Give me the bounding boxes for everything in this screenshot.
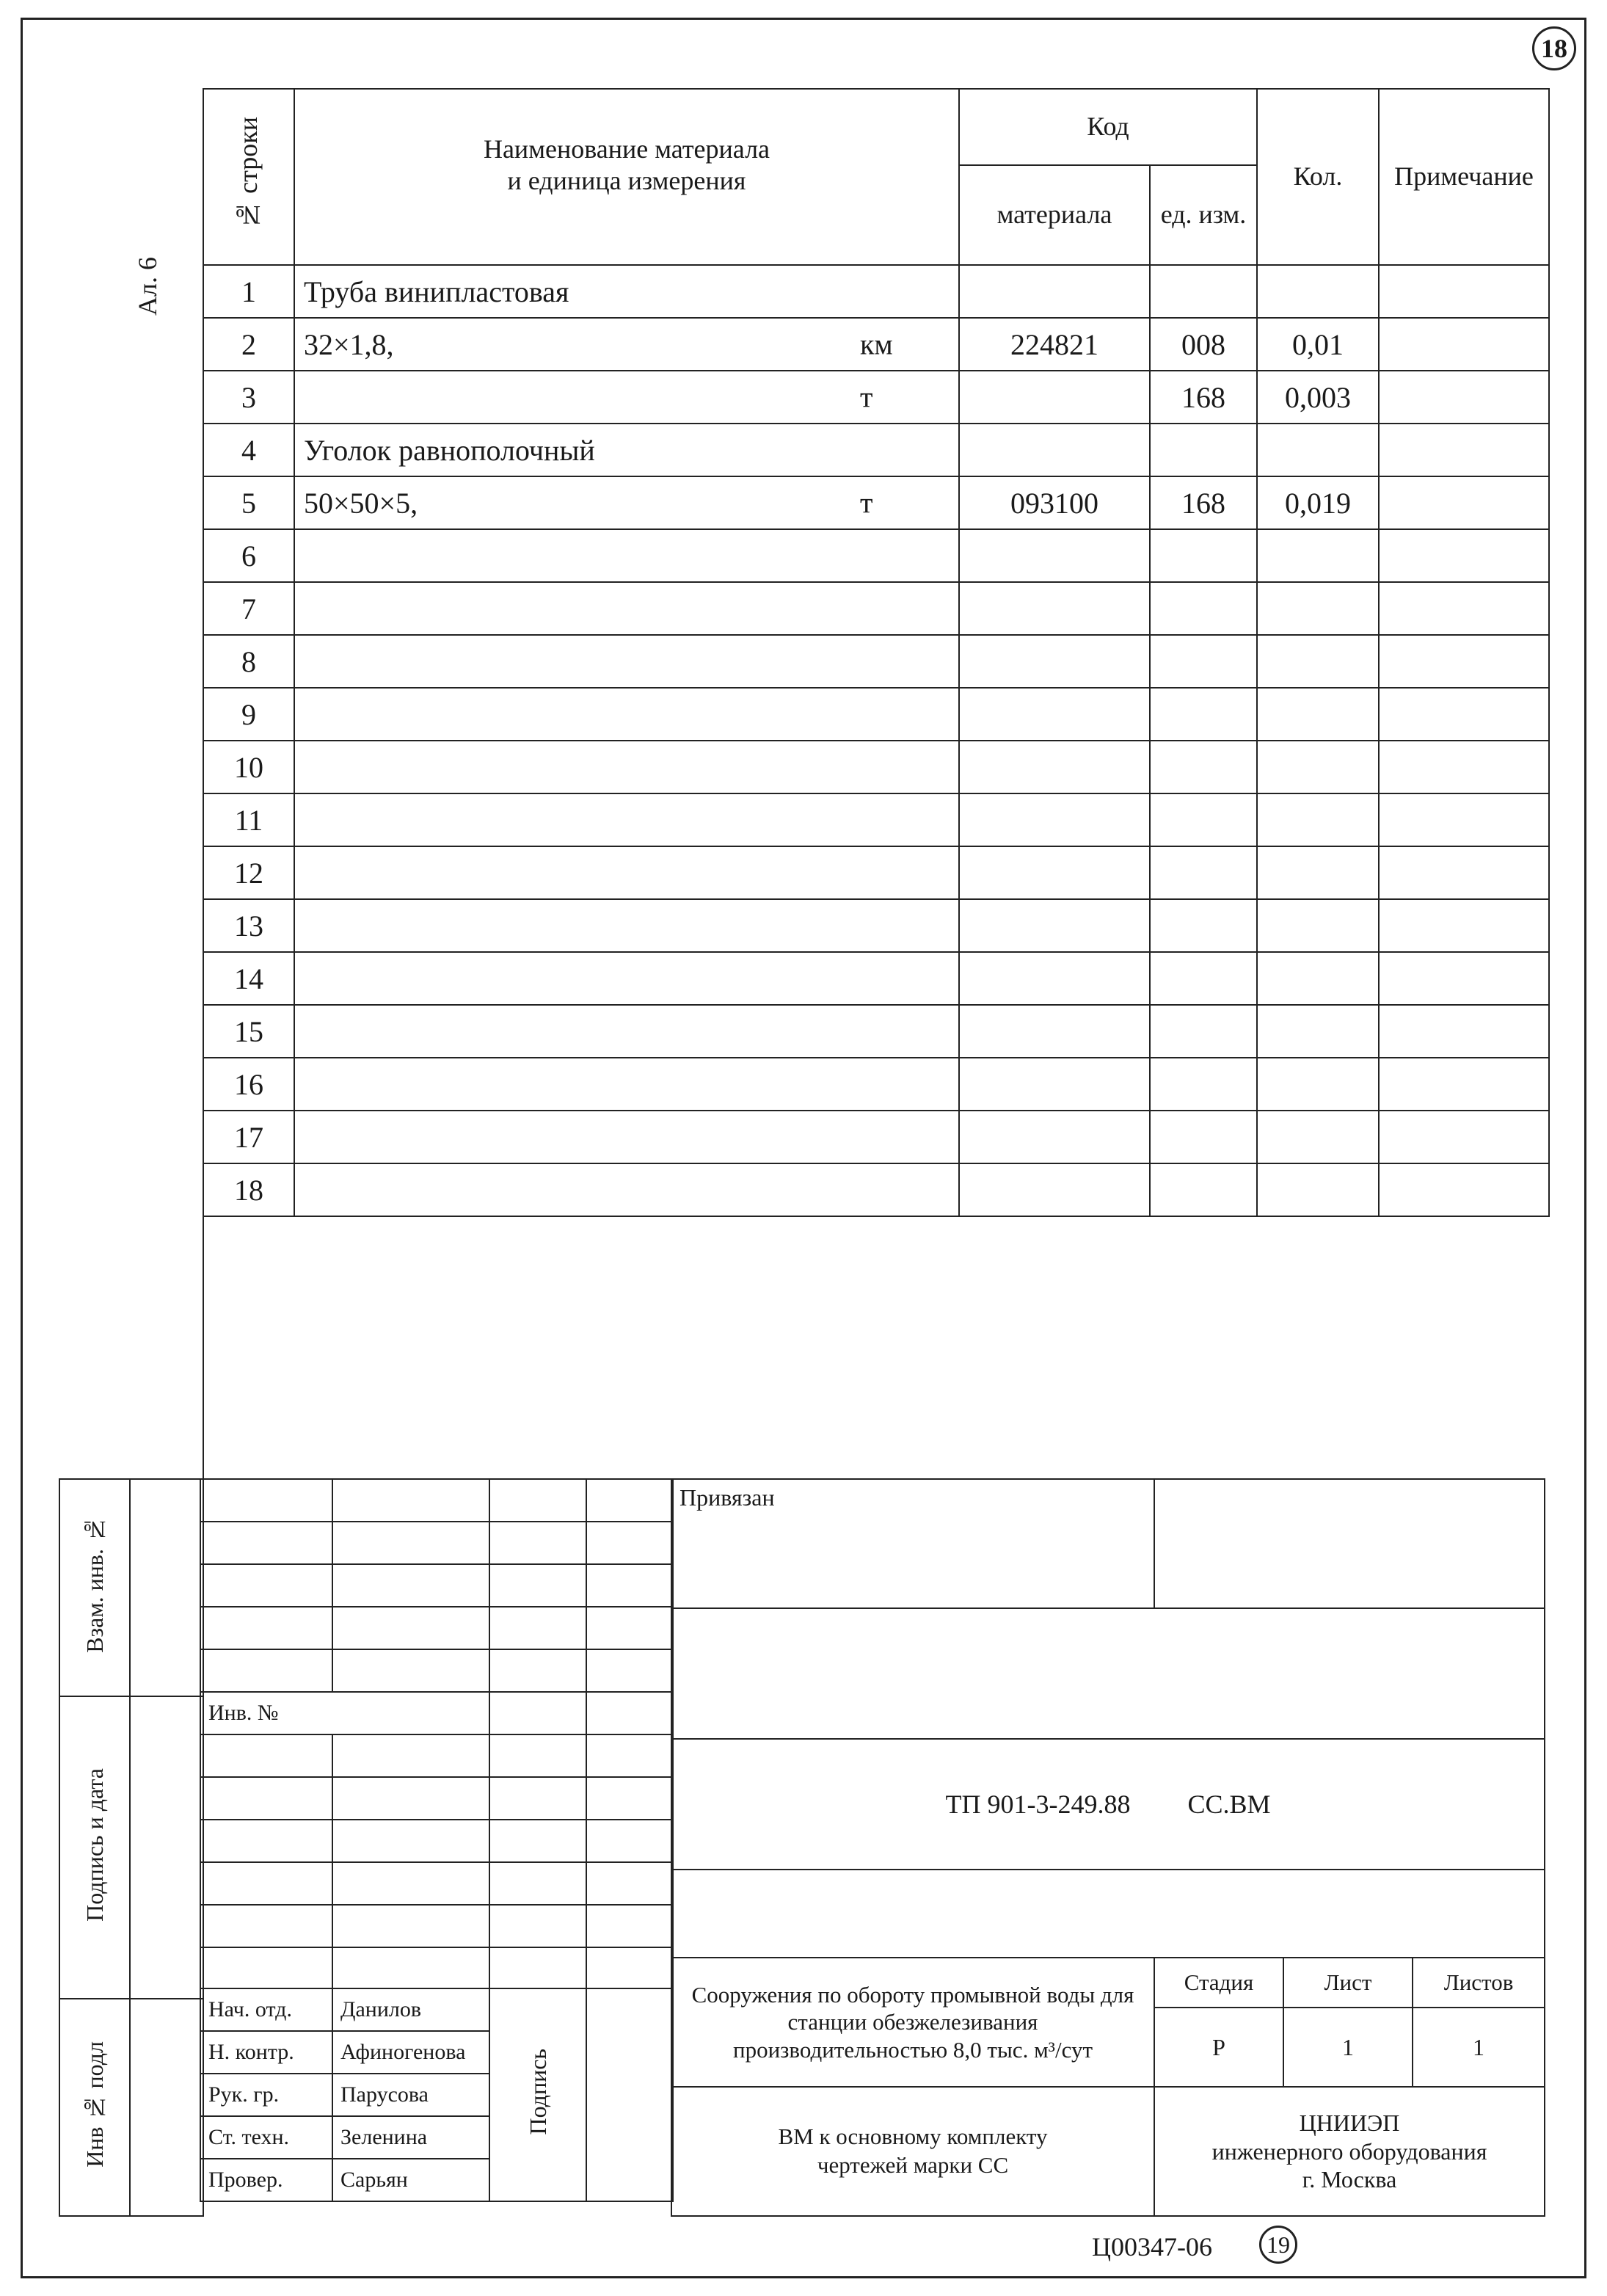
spec-table <box>203 88 1550 1491</box>
side-label: Ал. 6 <box>133 257 162 316</box>
sheets-label: Листов <box>1413 1958 1545 2008</box>
row-material-code <box>959 1111 1150 1163</box>
row-note <box>1379 952 1549 1005</box>
row-name <box>294 952 959 1005</box>
row-note <box>1379 899 1549 952</box>
row-number: 10 <box>203 741 294 793</box>
row-material-code: 224821 <box>959 318 1150 371</box>
row-unit-code <box>1150 265 1257 318</box>
row-name <box>294 1058 959 1111</box>
table-row <box>203 1058 1549 1111</box>
table-row <box>203 635 1549 688</box>
header-qty: Кол. <box>1257 89 1379 265</box>
table-row <box>203 476 1549 529</box>
sheet-label: Лист <box>1283 1958 1413 2008</box>
table-row <box>203 846 1549 899</box>
table-row <box>203 741 1549 793</box>
row-material-code <box>959 952 1150 1005</box>
footer-code: Ц00347-06 <box>1092 2232 1212 2262</box>
header-code: Код <box>959 89 1257 165</box>
table-row <box>203 952 1549 1005</box>
row-unit: км <box>860 327 893 361</box>
row-unit-code <box>1150 1058 1257 1111</box>
table-row <box>203 265 1549 318</box>
row-material-code <box>959 741 1150 793</box>
row-number: 13 <box>203 899 294 952</box>
signer-name: Сарьян <box>332 2159 489 2201</box>
row-name <box>294 1163 959 1216</box>
row-material-code <box>959 1058 1150 1111</box>
row-note <box>1379 529 1549 582</box>
revisions-grid <box>200 1478 674 2202</box>
row-material-code <box>959 582 1150 635</box>
sheet-value: 1 <box>1283 2008 1413 2087</box>
row-material-code <box>959 1163 1150 1216</box>
row-unit-code <box>1150 688 1257 741</box>
table-row <box>203 424 1549 476</box>
row-material-code <box>959 265 1150 318</box>
row-note <box>1379 424 1549 476</box>
sheet-title: ВМ к основному комплекту чертежей марки СС <box>671 2087 1154 2216</box>
row-quantity: 0,019 <box>1257 476 1379 529</box>
organization: ЦНИИЭП инженерного оборудования г. Москва <box>1154 2087 1545 2216</box>
signer-role: Нач. отд. <box>200 1988 332 2031</box>
row-number: 4 <box>203 424 294 476</box>
row-number: 9 <box>203 688 294 741</box>
row-material-code <box>959 688 1150 741</box>
row-quantity <box>1257 793 1379 846</box>
header-note: Примечание <box>1379 89 1549 265</box>
row-name: 32×1,8, км <box>294 318 959 371</box>
stage-label: Стадия <box>1154 1958 1283 2008</box>
row-quantity: 0,003 <box>1257 371 1379 424</box>
podpis-data-label: Подпись и дата <box>59 1696 130 1999</box>
row-material-code <box>959 899 1150 952</box>
row-name <box>294 688 959 741</box>
signer-name: Афиногенова <box>332 2031 489 2074</box>
signer-role: Ст. техн. <box>200 2116 332 2159</box>
row-quantity <box>1257 265 1379 318</box>
row-unit: т <box>860 380 873 414</box>
row-unit-code: 168 <box>1150 476 1257 529</box>
row-unit-code <box>1150 793 1257 846</box>
row-number: 1 <box>203 265 294 318</box>
header-row-no: № строки <box>203 89 294 265</box>
row-number: 17 <box>203 1111 294 1163</box>
row-name: Труба винипластовая <box>294 265 959 318</box>
table-row <box>203 1163 1549 1216</box>
row-unit-code <box>1150 529 1257 582</box>
signer-row <box>200 1988 673 2031</box>
row-unit-code <box>1150 424 1257 476</box>
row-material-code <box>959 793 1150 846</box>
title-block <box>671 1478 1545 2217</box>
header-material: материала <box>959 165 1150 265</box>
row-quantity <box>1257 899 1379 952</box>
table-row <box>203 371 1549 424</box>
row-name <box>294 1111 959 1163</box>
row-quantity <box>1257 1111 1379 1163</box>
row-name <box>294 635 959 688</box>
row-note <box>1379 1163 1549 1216</box>
object-title: Сооружения по обороту промывной воды для станции обезжелезивания производительностью 8,0 тыс. м³/сут <box>671 1958 1154 2087</box>
row-name <box>294 529 959 582</box>
row-quantity: 0,01 <box>1257 318 1379 371</box>
signer-name: Парусова <box>332 2074 489 2116</box>
row-quantity <box>1257 741 1379 793</box>
row-note <box>1379 793 1549 846</box>
table-row <box>203 582 1549 635</box>
row-name <box>294 1005 959 1058</box>
row-material-code <box>959 635 1150 688</box>
signer-name: Данилов <box>332 1988 489 2031</box>
table-row <box>203 529 1549 582</box>
row-unit-code <box>1150 741 1257 793</box>
row-unit-code <box>1150 952 1257 1005</box>
row-name <box>294 793 959 846</box>
doc-code: ТП 901-3-249.88 СС.ВМ <box>671 1739 1545 1870</box>
row-note <box>1379 582 1549 635</box>
row-material-code <box>959 846 1150 899</box>
row-note <box>1379 318 1549 371</box>
page-number: 18 <box>1532 26 1576 70</box>
row-note <box>1379 476 1549 529</box>
signer-name: Зеленина <box>332 2116 489 2159</box>
footer-page: 19 <box>1259 2226 1297 2264</box>
row-number: 5 <box>203 476 294 529</box>
table-row <box>203 688 1549 741</box>
row-note <box>1379 1005 1549 1058</box>
table-row <box>203 1111 1549 1163</box>
inv-no-label: Инв. № <box>200 1692 489 1734</box>
row-note <box>1379 1058 1549 1111</box>
row-note <box>1379 635 1549 688</box>
row-number: 3 <box>203 371 294 424</box>
row-quantity <box>1257 1163 1379 1216</box>
row-number: 12 <box>203 846 294 899</box>
vzam-inv-label: Взам. инв. № <box>59 1479 130 1696</box>
row-unit-code <box>1150 1163 1257 1216</box>
row-unit: т <box>860 486 873 520</box>
signature-column: Подпись <box>489 1988 586 2201</box>
row-number: 14 <box>203 952 294 1005</box>
table-row <box>203 899 1549 952</box>
row-material-code <box>959 529 1150 582</box>
row-number: 8 <box>203 635 294 688</box>
row-number: 11 <box>203 793 294 846</box>
row-name <box>294 371 959 424</box>
row-name <box>294 899 959 952</box>
row-number: 16 <box>203 1058 294 1111</box>
row-quantity <box>1257 424 1379 476</box>
row-note <box>1379 688 1549 741</box>
row-number: 7 <box>203 582 294 635</box>
inv-podl-label: Инв № подл <box>59 1999 130 2216</box>
table-row <box>203 1005 1549 1058</box>
row-material-code <box>959 1005 1150 1058</box>
row-number: 15 <box>203 1005 294 1058</box>
row-material-code: 093100 <box>959 476 1150 529</box>
sheets-value: 1 <box>1413 2008 1545 2087</box>
row-unit-code <box>1150 635 1257 688</box>
table-row <box>203 793 1549 846</box>
row-unit-code: 168 <box>1150 371 1257 424</box>
row-quantity <box>1257 1058 1379 1111</box>
row-quantity <box>1257 635 1379 688</box>
row-number: 2 <box>203 318 294 371</box>
row-quantity <box>1257 952 1379 1005</box>
row-note <box>1379 846 1549 899</box>
table-row <box>203 318 1549 371</box>
row-quantity <box>1257 529 1379 582</box>
row-name <box>294 846 959 899</box>
row-quantity <box>1257 688 1379 741</box>
spec-blank-area <box>203 1216 1549 1491</box>
row-material-code <box>959 371 1150 424</box>
row-unit-code <box>1150 846 1257 899</box>
date-column <box>586 1988 673 2201</box>
signer-role: Н. контр. <box>200 2031 332 2074</box>
header-name: Наименование материала и единица измерения <box>294 89 959 265</box>
row-unit-code <box>1150 899 1257 952</box>
row-note <box>1379 371 1549 424</box>
header-unit: ед. изм. <box>1150 165 1257 265</box>
side-stamp <box>59 1478 204 2217</box>
row-material-code <box>959 424 1150 476</box>
row-name: 50×50×5, т <box>294 476 959 529</box>
row-unit-code <box>1150 1111 1257 1163</box>
row-note <box>1379 265 1549 318</box>
privyazan-label: Привязан <box>671 1479 1154 1608</box>
row-quantity <box>1257 1005 1379 1058</box>
signer-role: Провер. <box>200 2159 332 2201</box>
row-unit-code <box>1150 582 1257 635</box>
row-number: 18 <box>203 1163 294 1216</box>
row-quantity <box>1257 846 1379 899</box>
row-name <box>294 582 959 635</box>
row-note <box>1379 741 1549 793</box>
row-unit-code: 008 <box>1150 318 1257 371</box>
row-note <box>1379 1111 1549 1163</box>
stage-value: Р <box>1154 2008 1283 2087</box>
row-name: Уголок равнополочный <box>294 424 959 476</box>
row-number: 6 <box>203 529 294 582</box>
row-unit-code <box>1150 1005 1257 1058</box>
signer-role: Рук. гр. <box>200 2074 332 2116</box>
row-name <box>294 741 959 793</box>
row-quantity <box>1257 582 1379 635</box>
